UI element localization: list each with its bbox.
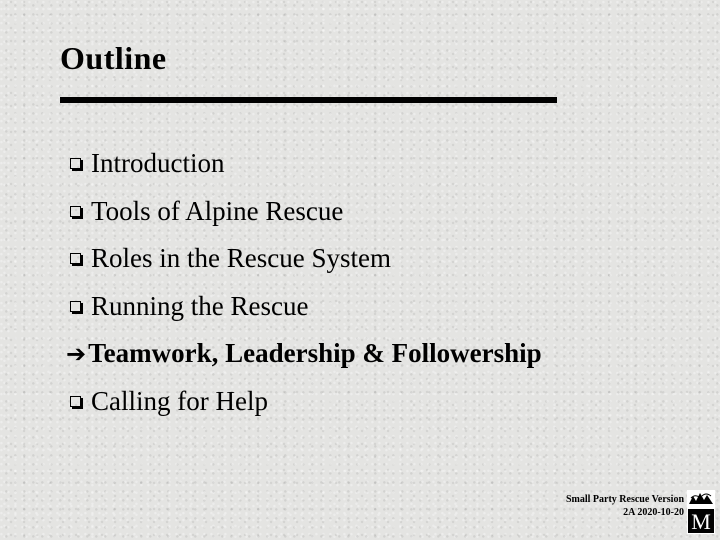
- outline-item-label: Roles in the Rescue System: [91, 243, 391, 274]
- checkbox-icon: [70, 206, 81, 217]
- outline-item-label: Calling for Help: [91, 385, 268, 416]
- checkbox-icon: [70, 301, 81, 312]
- logo-letter: M: [691, 509, 711, 534]
- title-underline: [60, 97, 557, 103]
- outline-item-calling: [68, 378, 542, 426]
- arrow-right-icon: ➔: [66, 339, 87, 368]
- outline-item-roles: [68, 235, 542, 283]
- outline-list: [68, 140, 542, 425]
- outline-item-tools: [68, 188, 542, 236]
- outline-item-teamwork: [68, 330, 542, 378]
- footer-line-2: 2A 2020-10-20: [623, 506, 684, 518]
- checkbox-icon: [70, 158, 81, 169]
- footer-line-1: Small Party Rescue Version: [565, 494, 684, 505]
- checkbox-icon: [70, 396, 81, 407]
- outline-item-label: Introduction: [91, 148, 225, 179]
- mountaineers-logo-icon: [687, 490, 715, 534]
- outline-item-label: Running the Rescue: [91, 290, 309, 321]
- outline-item-label: Tools of Alpine Rescue: [91, 195, 344, 226]
- outline-item-label: Teamwork, Leadership & Followership: [88, 338, 542, 369]
- checkbox-icon: [70, 253, 81, 264]
- footer-version: [566, 494, 684, 519]
- slide-title: Outline: [60, 40, 167, 76]
- outline-item-introduction: [68, 140, 542, 188]
- outline-item-running: [68, 283, 542, 331]
